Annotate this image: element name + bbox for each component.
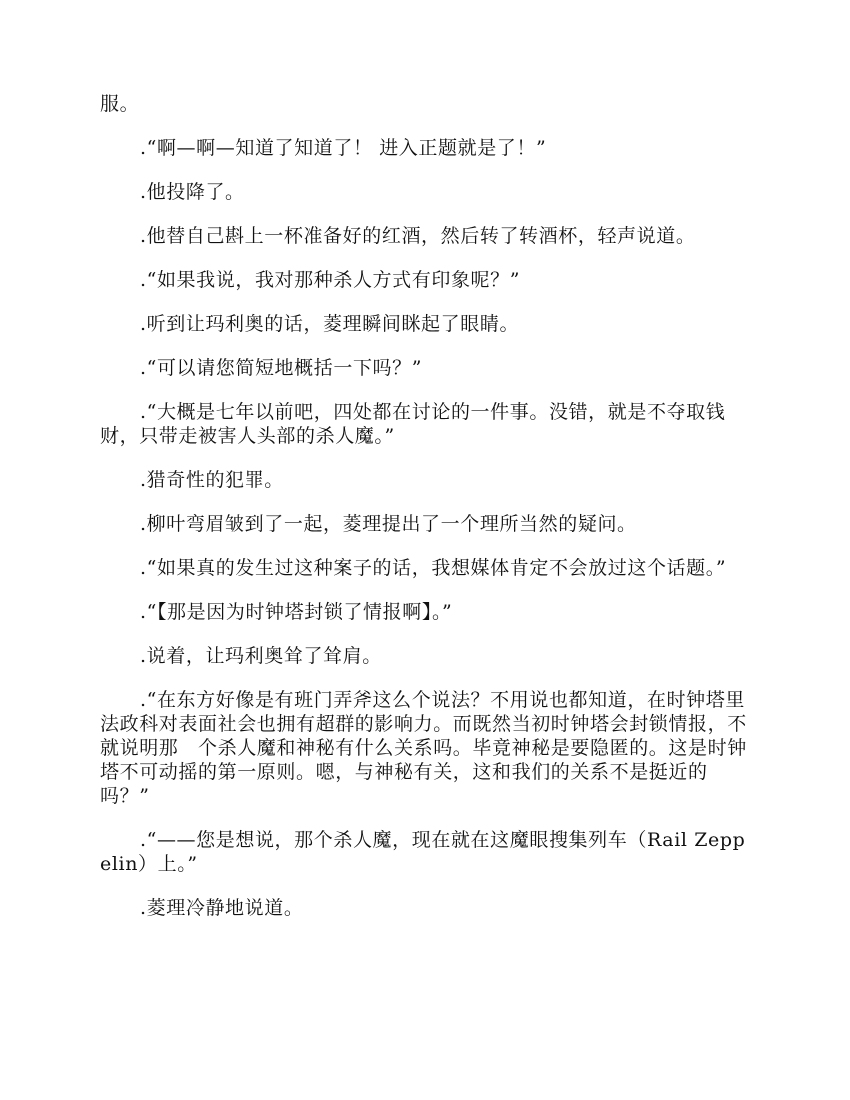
paragraph: .他替自己斟上一杯准备好的红酒，然后转了转酒杯，轻声说道。 — [140, 225, 696, 247]
paragraph: .“在东方好像是有班门弄斧这么个说法？不用说也都知道，在时钟塔里法政科对表面社会也拥有超群的影响力。而既然当初时钟塔会封锁情报，不就说明那 个杀人魔和神秘有什么关系吗。毕竟神秘是要隐匿的。这是时钟塔不可动摇的第一原则。嗯，与神秘有关，这和我们的关系不是挺近的吗？” — [100, 689, 747, 807]
paragraph-continuation: 服。 — [100, 93, 140, 115]
paragraph: .“可以请您简短地概括一下吗？” — [140, 357, 423, 379]
paragraph: .菱理冷静地说道。 — [140, 897, 304, 919]
paragraph: .“啊—啊—知道了知道了！ 进入正题就是了！” — [140, 137, 547, 159]
body-text — [100, 92, 750, 940]
paragraph: .说着，让玛利奥耸了耸肩。 — [140, 645, 382, 667]
paragraph: .柳叶弯眉皱到了一起，菱理提出了一个理所当然的疑问。 — [140, 513, 637, 535]
paragraph: .他投降了。 — [140, 181, 245, 203]
paragraph: .“大概是七年以前吧，四处都在讨论的一件事。没错，就是不夺取钱财，只带走被害人头部的杀人魔。” — [100, 401, 726, 447]
paragraph: .“如果真的发生过这种案子的话，我想媒体肯定不会放过这个话题。” — [140, 557, 727, 579]
paragraph: .“——您是想说，那个杀人魔，现在就在这魔眼搜集列车（Rail Zeppelin）上。” — [100, 829, 746, 875]
paragraph: .“如果我说，我对那种杀人方式有印象呢？” — [140, 269, 521, 291]
paragraph: .猎奇性的犯罪。 — [140, 469, 284, 491]
paragraph: .听到让玛利奥的话，菱理瞬间眯起了眼睛。 — [140, 313, 520, 335]
paragraph: .“【那是因为时钟塔封锁了情报啊】。” — [140, 601, 453, 623]
